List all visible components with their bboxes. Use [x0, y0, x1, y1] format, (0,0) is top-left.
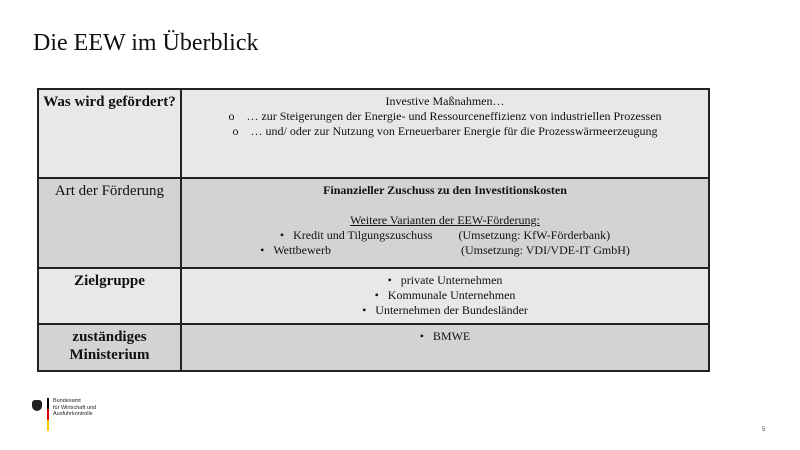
intro-text: Investive Maßnahmen…	[385, 94, 505, 108]
list-item	[182, 124, 708, 139]
item-text: … zur Steigerungen der Energie- und Ressourceneffizienz von industriellen Prozessen	[246, 109, 662, 123]
row-content	[181, 178, 709, 268]
logo-text	[53, 398, 96, 418]
variants-heading: Weitere Varianten der EEW-Förderung:	[350, 213, 540, 227]
list-item: • Kredit und Tilgungszuschuss (Umsetzung: KfW-Förderbank)	[279, 228, 611, 242]
list-item: • Kommunale Unternehmen	[374, 288, 516, 302]
row-content	[181, 324, 709, 371]
overview-table	[37, 88, 710, 372]
variant-name: Wettbewerb	[273, 243, 331, 257]
row-label: Zielgruppe	[38, 268, 181, 324]
main-funding-text: Finanzieller Zuschuss zu den Investitionskosten	[323, 183, 567, 197]
row-label: Was wird gefördert?	[38, 89, 181, 178]
table-row	[38, 178, 709, 268]
row-label: Art der Förderung	[38, 178, 181, 268]
item-text: BMWE	[432, 329, 471, 343]
row-content	[181, 89, 709, 178]
slide-title: Die EEW im Überblick	[33, 30, 259, 56]
circle-bullet-icon: o	[228, 109, 235, 123]
bafa-logo	[32, 398, 96, 431]
item-text: Unternehmen der Bundesländer	[375, 303, 528, 317]
table-row	[38, 89, 709, 178]
german-flag-stripe-icon	[47, 398, 49, 431]
list-item: • Wettbewerb (Umsetzung: VDI/VDE-IT GmbH)	[260, 243, 630, 257]
page-number: 5	[762, 427, 766, 433]
table-row	[38, 324, 709, 371]
table-row	[38, 268, 709, 324]
list-item: • private Unternehmen	[387, 273, 503, 287]
item-text: private Unternehmen	[400, 273, 503, 287]
list-item	[182, 109, 708, 124]
federal-eagle-icon	[32, 400, 42, 411]
logo-line: für Wirtschaft und	[53, 404, 97, 411]
row-content	[181, 268, 709, 324]
item-text: Kommunale Unternehmen	[387, 288, 516, 302]
list-item: • BMWE	[419, 329, 471, 343]
item-text: … und/ oder zur Nutzung von Erneuerbarer Energie für die Prozesswärmeerzeugung	[250, 124, 658, 138]
variant-impl: (Umsetzung: VDI/VDE-IT GmbH)	[461, 243, 630, 257]
logo-line: Ausfuhrkontrolle	[53, 411, 93, 417]
circle-bullet-icon: o	[232, 124, 239, 138]
variant-impl: (Umsetzung: KfW-Förderbank)	[458, 228, 611, 242]
row-label: zuständiges Ministerium	[38, 324, 181, 371]
variant-name: Kredit und Tilgungszuschuss	[293, 228, 433, 242]
list-item: • Unternehmen der Bundesländer	[362, 303, 528, 317]
logo-line: Bundesamt	[53, 398, 81, 404]
